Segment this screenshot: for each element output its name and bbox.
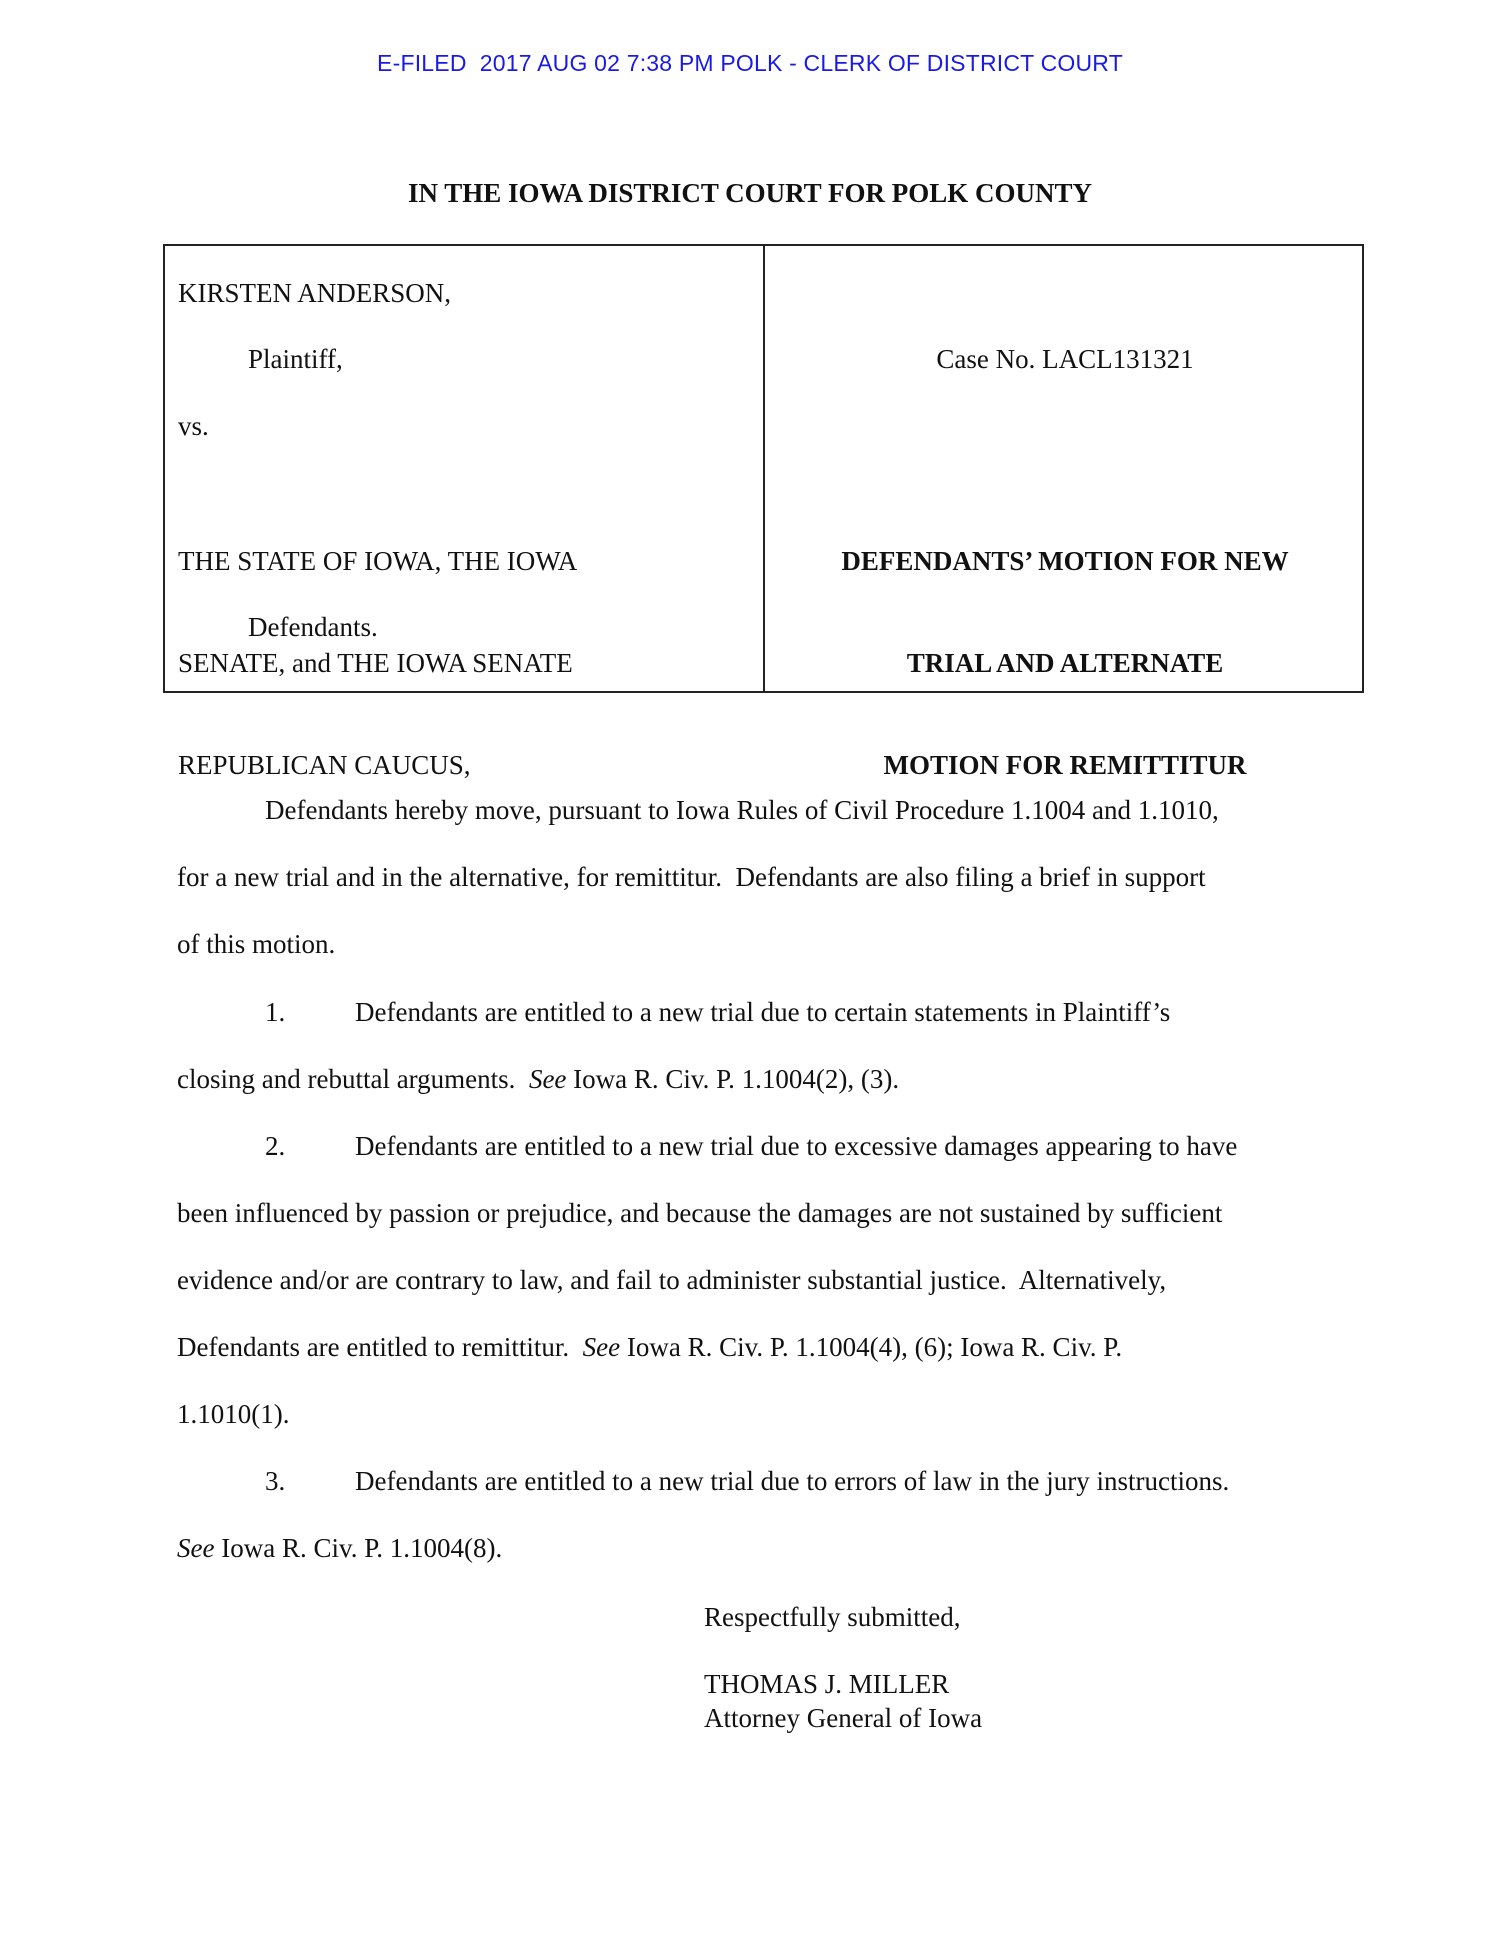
plaintiff-label: Plaintiff, [248, 344, 343, 374]
intro-line-2: for a new trial and in the alternative, for remittitur. Defendants are also filing a brief in support [177, 862, 1206, 892]
item-3: 3. Defendants are entitled to a new trial due to errors of law in the jury instructions. [265, 1466, 1230, 1496]
case-number: Case No. LACL131321 [936, 344, 1194, 374]
item-1-cont: closing and rebuttal arguments. See Iowa R. Civ. P. 1.1004(2), (3). [177, 1064, 900, 1094]
case-caption-box [163, 244, 1364, 780]
item-2-line-5: 1.1010(1). [177, 1399, 290, 1429]
item-3-cont: See Iowa R. Civ. P. 1.1004(8). [177, 1533, 503, 1563]
filing-stamp: E-FILED 2017 AUG 02 7:38 PM POLK - CLERK OF DISTRICT COURT [377, 50, 1123, 76]
defendants-names: THE STATE OF IOWA, THE IOWA SENATE, and THE IOWA SENATE REPUBLICAN CAUCUS, [178, 546, 578, 780]
document-title: DEFENDANTS’ MOTION FOR NEW TRIAL AND ALTERNATE MOTION FOR REMITTITUR [841, 546, 1289, 780]
item-number: 1. [265, 997, 286, 1027]
intro-line-1: Defendants hereby move, pursuant to Iowa Rules of Civil Procedure 1.1004 and 1.1010, [265, 795, 1219, 825]
item-2-line-3: evidence and/or are contrary to law, and fail to administer substantial justice. Alternatively, [177, 1265, 1167, 1295]
item-2-line-2: been influenced by passion or prejudice, and because the damages are not sustained by sufficient [177, 1198, 1223, 1228]
item-1: 1. Defendants are entitled to a new trial due to certain statements in Plaintiff’s [265, 997, 1171, 1027]
item-2: 2. Defendants are entitled to a new trial due to excessive damages appearing to have [265, 1131, 1238, 1161]
court-title: IN THE IOWA DISTRICT COURT FOR POLK COUNTY [408, 178, 1092, 208]
signature-title: Attorney General of Iowa [704, 1703, 983, 1733]
signature-closing: Respectfully submitted, [704, 1602, 961, 1632]
defendants-label: Defendants. [248, 612, 378, 642]
versus-label: vs. [178, 411, 209, 441]
item-2-line-4: Defendants are entitled to remittitur. See Iowa R. Civ. P. 1.1004(4), (6); Iowa R. Civ. P. [177, 1332, 1123, 1362]
intro-line-3: of this motion. [177, 929, 336, 959]
signature-name: THOMAS J. MILLER [704, 1669, 950, 1699]
plaintiff-name: KIRSTEN ANDERSON, [178, 278, 452, 308]
item-number: 3. [265, 1466, 286, 1496]
item-number: 2. [265, 1131, 286, 1161]
